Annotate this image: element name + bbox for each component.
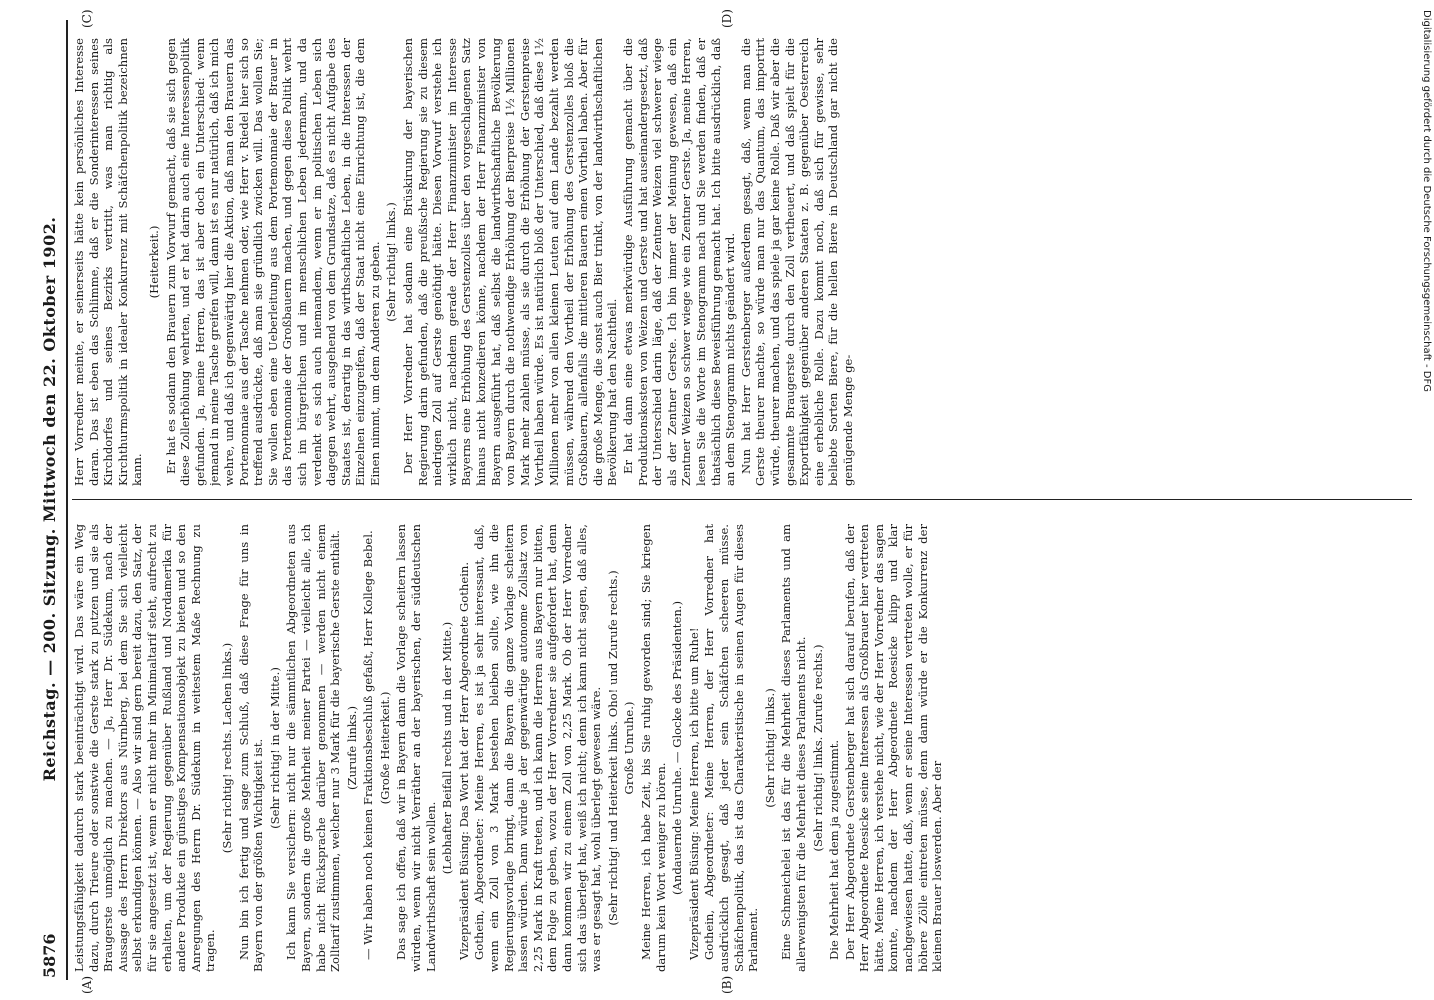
left-column-paragraph: Eine Schmeichelei ist das für die Mehrheit dieses Parlaments und am allerwenigsten für die Mehrheit dieses Parlaments nicht. [779, 524, 808, 972]
left-column-paragraph: Das sage ich offen, daß wir in Bayern dann die Vorlage scheitern lassen würden, wenn wir nicht Verräther an der bayerischen, der süddeutschen Landwirthschaft sein wollen. [394, 524, 438, 972]
left-column-paragraph: Die Mehrheit hat dem ja zugestimmt. [827, 739, 842, 960]
margin-marker-b: (B) [720, 975, 734, 994]
left-column-paragraph: (Große Heiterkeit.) [377, 691, 392, 805]
page-number: 5876 [40, 933, 59, 978]
right-column-paragraph: (Sehr richtig! links.) [384, 202, 399, 322]
right-column [72, 38, 1412, 486]
left-column-paragraph: (Zurufe links.) [344, 706, 359, 790]
left-column-paragraph: Der Herr Abgeordnete Gerstenberger hat sich darauf berufen, daß der Herr Abgeordnete Roesicke seine Interessen als Großbrauer hier vertreten hätte. Meine Herren, ich verstehe nicht, wie der Herr Vorredner das sagen konnte, nachdem der Herr Abgeordnete Roesicke klipp und klar nachgewiesen hatte, daß, wenn er seine Interessen vertreten wolle, er für höhere Zölle eintreten müsse, denn dann würde er die Konkurrenz der kleinen Brauer loswerden. Aber der [842, 524, 945, 972]
margin-marker-c: (C) [80, 9, 94, 28]
margin-marker-d: (D) [720, 9, 734, 28]
left-column-paragraph: (Sehr richtig! in der Mitte.) [267, 667, 282, 829]
column-divider [72, 499, 1412, 500]
left-column-paragraph: Ich kann Sie versichern: nicht nur die sämmtlichen Abgeordneten aus Bayern, sondern die große Mehrheit meiner Partei — vielleicht alle, ich habe nicht Rücksprache darüber genommen — werden nicht einem Zolltarif zustimmen, welcher nur 3 Mark für die bayerische Gerste enthält. [284, 524, 343, 972]
credit-text: Digitalisierung gefördert durch die Deutsche Forschungsgemeinschaft - DFG [1421, 10, 1432, 393]
left-column [72, 524, 1412, 972]
left-column-paragraph: (Lebhafter Beifall rechts und in der Mitte.) [440, 621, 455, 875]
digitization-credit [1418, 10, 1434, 990]
left-column-paragraph: Vizepräsident Büsing: Das Wort hat der Herr Abgeordnete Gothein. [456, 561, 471, 960]
left-column-paragraph: (Sehr richtig! links. Zurufe rechts.) [810, 644, 825, 852]
left-column-paragraph: Leistungsfähigkeit dadurch stark beeinträchtigt wird. Das wäre ein Weg dazu, durch Trieure oder sonstwie die Gerste stark zu putzen und sie als Braugerste unmöglich zu machen. — Ja, Herr Dr. Südekum, nach der Aussage des Herrn Direktors aus Nürnberg, bei dem Sie sich vielleicht selbst erkundigen können. — Also wir sind gern bereit dazu, den Satz, der für sie angesetzt ist, wenn er nicht mehr im Minimaltarif steht, aufrecht zu erhalten, um der Regierung gegenüber Rußland und Nordamerika für andere Produkte ein günstiges Kompensationsobjekt zu bieten und so den Anregungen des Herrn Dr. Südekum in weitestem Maße Rechnung zu tragen. [72, 524, 218, 972]
page-header [40, 20, 64, 978]
right-column-paragraph: (Heiterkeit.) [146, 225, 161, 299]
right-column-paragraph: Er hat es sodann den Brauern zum Vorwurf gemacht, daß sie sich gegen diese Zollerhöhung wehrten, und er hat darin auch eine Interessenpolitik gefunden. Ja, meine Herren, das ist aber doch ein Unterschied: wenn jemand in meine Tasche greifen will, dann ist es nur natürlich, daß ich mich wehre, und daß ich gegenwärtig hier die Aktion, daß man den Brauern das Portemonnaie aus der Tasche nehmen oder, wie Herr v. Riedel hier sich so treffend ausdrückte, daß man sie gründlich zwicken will. Das wollen Sie; Sie wollen eben eine Ueberleitung aus dem Portemonnaie der Brauer in das Portemonnaie der Großbauern machen, und gegen diese Politik wehrt sich im bürgerlichen und im menschlichen Leben jedermann, und da verdenkt es sich auch niemandem, wenn er im politischen Leben sich dagegen wehrt, ausgehend von dem Grundsatze, daß es nicht Aufgabe des Staates ist, derartig in das wirthschaftliche Leben, in die Interessen der Einzelnen einzugreifen, daß der Staat nicht eine Einrichtung ist, die dem Einen nimmt, um dem Anderen zu geben. [163, 38, 382, 486]
left-column-paragraph: Meine Herren, ich habe Zeit, bis Sie ruhig geworden sind; Sie kriegen darum kein Wort weniger zu hören. [638, 524, 668, 972]
right-column-paragraph: Der Herr Vorredner hat sodann eine Brüskirung der bayerischen Regierung darin gefunden, daß die preußische Regierung sie zu diesem niedrigen Zoll auf Gerste genöthigt hätte. Diesen Vorwurf verstehe ich wirklich nicht, nachdem gerade der Herr Finanzminister im Interesse Bayerns eine Erhöhung des Gerstenzolles über den vorgeschlagenen Satz hinaus nicht konzedieren könne, nachdem der Herr Finanzminister von Bayern ausgeführt hat, daß selbst die landwirthschaftliche Bevölkerung von Bayern durch die nothwendige Erhöhung der Bierpreise 1½ Millionen Mark mehr zahlen müsse, als sie durch die Erhöhung der Gerstenpreise Vortheil haben würde. Es ist natürlich bloß der Unterschied, daß diese 1½ Millionen mehr von allen kleinen Leuten auf dem Lande bezahlt werden müssen, während den Vortheil der Erhöhung des Gerstenzolles bloß die Großbauern, allenfalls die mittleren Bauern einen Vortheil haben. Aber für die große Menge, die sonst auch Bier trinkt, von der landwirthschaftlichen Bevölkerung hat den Nachtheil. [401, 38, 620, 486]
left-column-paragraph: (Sehr richtig! links.) [762, 688, 777, 808]
margin-marker-a: (A) [80, 975, 94, 994]
left-column-paragraph: (Andauernde Unruhe. — Glocke des Präsidenten.) [670, 600, 685, 896]
left-column-paragraph: Gothein, Abgeordneter: Meine Herren, der Herr Vorredner hat ausdrücklich gesagt, daß jeder sein Schäfchen scheeren müsse. Schäfchenpolitik, das ist das Charakteristische in seinen Augen für dieses Parlament. [702, 524, 761, 972]
right-column-paragraph: Herr Vorredner meinte, er seinerseits hätte kein persönliches Interesse daran. Das ist eben das Schlimme, daß er die Sonderinteressen seines Kirchdorfes und seines Bezirks vertritt, was man richtig als Kirchthurmspolitik in idealer Konkurrenz mit Schäfchenpolitik bezeichnen kann. [72, 38, 145, 486]
running-head: Reichstag. — 200. Sitzung. Mittwoch den 22. Oktober 1902. [40, 216, 59, 782]
left-column-paragraph: Gothein, Abgeordneter: Meine Herren, es ist ja sehr interessant, daß, wenn ein Zoll von 3 Mark bestehen bleiben sollte, wie ihn die Regierungsvorlage bringt, dann die Bayern die ganze Vorlage scheitern lassen würden. Dann würde ja der gegenwärtige autonome Zollsatz von 2,25 Mark in Kraft treten, und ich kann die Herren aus Bayern nur bitten, dem Folge zu geben, wozu der Herr Vorredner sie aufgefordert hat, denn dann kommen wir zu einem Zoll von 2,25 Mark. Ob der Herr Vorredner sich das überlegt hat, weiß ich nicht; denn ich kann nicht sagen, daß alles, was er gesagt hat, wohl überlegt gewesen wäre. [472, 524, 604, 972]
left-column-paragraph: Große Unruhe.) [622, 701, 637, 795]
left-column-paragraph: (Sehr richtig! und Heiterkeit links. Oho! und Zurufe rechts.) [605, 570, 620, 926]
left-column-paragraph: Vizepräsident Büsing: Meine Herren, ich bitte um Ruhe! [686, 627, 701, 960]
left-column-paragraph: Nun bin ich fertig und sage zum Schluß, daß diese Frage für uns in Bayern von der größten Wichtigkeit ist. [236, 524, 266, 972]
header-rule [66, 20, 68, 980]
left-column-paragraph: — Wir haben noch keinen Fraktionsbeschluß gefaßt, Herr Kollege Bebel. [361, 530, 376, 960]
right-column-paragraph: Er hat dann eine etwas merkwürdige Ausführung gemacht über die Produktionskosten von Weizen und Gerste und hat auseinandergesetzt, daß der Unterschied darin läge, daß der Zentner Weizen viel schwerer wiege als der Zentner Gerste. Ich bin immer der Meinung gewesen, daß ein Zentner Weizen so schwer wiege wie ein Zentner Gerste. Ja, meine Herren, lesen Sie die Worte im Stenogramm nach und Sie werden finden, daß er thatsächlich diese Beweisführung gemacht hat. Ich bitte ausdrücklich, daß an dem Stenogramm nichts geändert wird. [620, 38, 738, 486]
right-column-paragraph: Nun hat Herr Gerstenberger außerdem gesagt, daß, wenn man die Gerste theurer machte, so würde man nur das Quantum, das importirt würde, theurer machen, und das spiele ja gar keine Rolle. Daß wir aber die gesammte Braugerste durch den Zoll vertheuert, und daß spielt für die Exportfähigkeit gegenüber anderen Staaten z. B. gegenüber Oesterreich eine erhebliche Rolle. Dazu kommt noch, daß sich für gewisse, sehr beliebte Sorten Biere, für die hellen Biere in Deutschland gar nicht die genügende Menge ge- [738, 38, 855, 486]
left-column-paragraph: (Sehr richtig! rechts. Lachen links.) [219, 642, 234, 854]
